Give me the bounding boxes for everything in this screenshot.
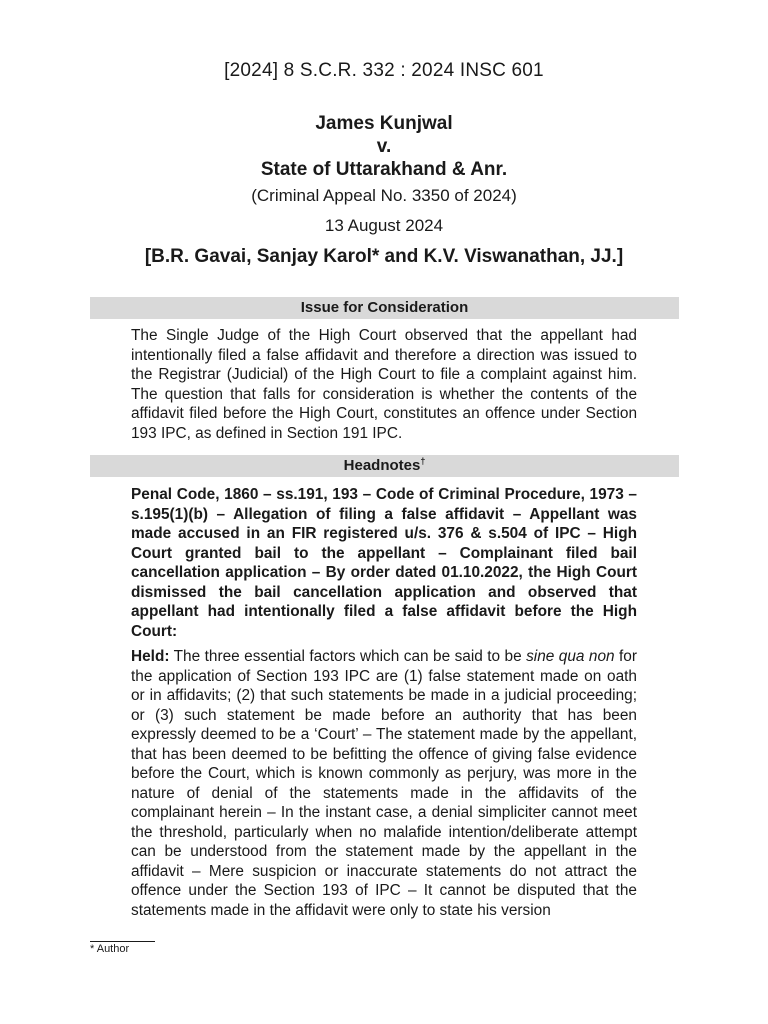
footnote-divider (90, 941, 155, 942)
bench-judges: [B.R. Gavai, Sanjay Karol* and K.V. Viswanathan, JJ.] (144, 246, 624, 267)
issue-heading: Issue for Consideration (300, 299, 469, 316)
held-italic-phrase: sine qua non (526, 648, 615, 665)
issue-text: The Single Judge of the High Court observed that the appellant had intentionally filed a false affidavit and therefore a direction was issued to the Registrar (Judicial) of the High Court to file a complaint against him. The question that falls for consideration is whether the contents of the affidavit filed before the High Court, constitutes an offence under Section 193 IPC, as defined in Section 191 IPC. (131, 327, 637, 442)
headnotes-heading-band (90, 455, 679, 477)
held-paragraph (131, 647, 637, 920)
report-citation: [2024] 8 S.C.R. 332 : 2024 INSC 601 (224, 60, 544, 81)
held-label: Held: (131, 648, 170, 665)
issue-heading-band (90, 297, 679, 319)
headnote-summary: Penal Code, 1860 – ss.191, 193 – Code of Criminal Procedure, 1973 – s.195(1)(b) – Allegation of filing a false affidavit – Appellant was made accused in an FIR registered u/s. 376 & s.504 of IPC – High Court granted bail to the appellant – Complainant filed bail cancellation application – By order dated 01.10.2022, the High Court dismissed the bail cancellation application and observed that appellant had intentionally filed a false affidavit before the High Court: (131, 486, 637, 640)
headnotes-heading: Headnotes (343, 457, 421, 474)
versus-label: v. (376, 136, 392, 157)
appeal-number: (Criminal Appeal No. 3350 of 2024) (251, 186, 517, 205)
held-text-part2: for the application of Section 193 IPC are (1) false statement made on oath or in affidavits; (2) that such statements be made in a judicial proceeding; or (3) such statement be made before an authority that has been expressly deemed to be a ‘Court’ – The statement made by the appellant, that has been deemed to be befitting the offence of giving false evidence before the Court, which is known commonly as perjury, was more in the nature of denial of the statements made in the affidavits of the complainant herein – In the instant case, a denial simpliciter cannot meet the threshold, particularly when no malafide intention/deliberate attempt can be understood from the statement made by the appellant in the affidavit – Mere suspicion or inaccurate statements do not attract the offence under the Section 193 of IPC – It cannot be disputed that the statements made in the affidavit were only to state his version (131, 648, 637, 919)
respondent-name: State of Uttarakhand & Anr. (260, 159, 508, 180)
judgment-date: 13 August 2024 (324, 216, 444, 235)
case-parties (0, 112, 768, 181)
dagger-mark: † (420, 456, 426, 466)
held-text-part1: The three essential factors which can be said to be (169, 648, 527, 665)
appellant-name: James Kunjwal (315, 113, 453, 134)
footnote-author: * Author (90, 943, 130, 955)
